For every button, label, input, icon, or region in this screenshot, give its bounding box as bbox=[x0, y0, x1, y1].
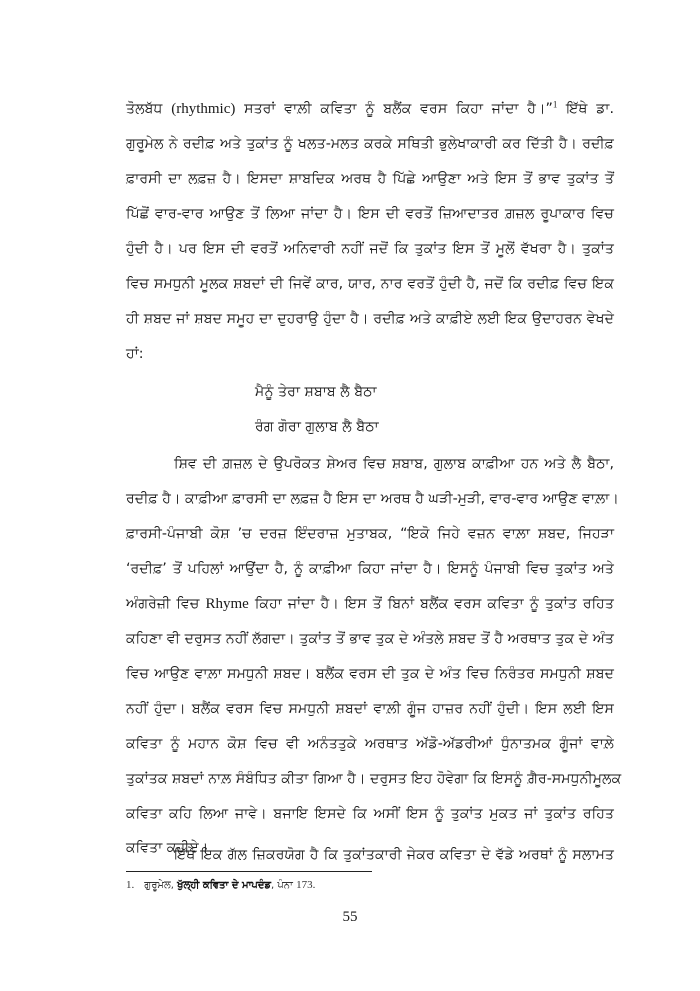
paragraph2-line-12: ਕਵਿਤਾ ਕਹੀਏ। bbox=[126, 840, 209, 856]
footnote-title: ਖੁੱਲ੍ਹੀ ਕਵਿਤਾ ਦੇ ਮਾਪਦੰਡ bbox=[177, 880, 271, 891]
text-segment: ਇੱਥੇ ਡਾ. bbox=[557, 101, 615, 117]
text-segment: ਅੰਗਰੇਜ਼ੀ ਵਿਚ bbox=[126, 596, 206, 612]
footnote-reference[interactable]: 1 bbox=[552, 99, 558, 110]
paragraph2-line-9: ਕਵਿਤਾ ਨੂੰ ਮਹਾਨ ਕੋਸ਼ ਵਿਚ ਵੀ ਅਨੰਤਤੁਕੇ ਅਰਥਾਤ ਅੱਡੋ-ਅੱਡਰੀਆਂ ਧੁੰਨਾਤਮਕ ਗੂੰਜਾਂ ਵਾਲ਼ੇ bbox=[126, 736, 614, 752]
paragraph2-line-3: ਫ਼ਾਰਸੀ-ਪੰਜਾਬੀ ਕੋਸ਼ ’ਚ ਦਰਜ਼ ਇੰਦਰਾਜ਼ ਮੁਤਾਬਕ, “ਇਕੋ ਜਿਹੇ ਵਜ਼ਨ ਵਾਲ਼ਾ ਸ਼ਬਦ, ਜਿਹੜਾ bbox=[126, 526, 614, 542]
body-line-8: ਹਾਂ: bbox=[126, 346, 144, 362]
paragraph2-line-5 bbox=[126, 594, 614, 614]
text-segment: ਤੋਲਬੱਧ bbox=[126, 101, 172, 117]
footnote-number: 1. bbox=[126, 879, 135, 891]
body-line-2: ਗੁਰੂਮੇਲ ਨੇ ਰਦੀਫ਼ ਅਤੇ ਤੁਕਾਂਤ ਨੂੰ ਖਲਤ-ਮਲਤ ਕਰਕੇ ਸਥਿਤੀ ਭੁਲੇਖਾਕਾਰੀ ਕਰ ਦਿੱਤੀ ਹੈ। ਰਦੀਫ਼ bbox=[126, 136, 614, 152]
body-line-7: ਹੀ ਸ਼ਬਦ ਜਾਂ ਸ਼ਬਦ ਸਮੂਹ ਦਾ ਦੁਹਰਾਉ ਹੁੰਦਾ ਹੈ। ਰਦੀਫ਼ ਅਤੇ ਕਾਫ਼ੀਏ ਲਈ ਇਕ ਉਦਾਹਰਨ ਵੇਖਦੇ bbox=[126, 311, 614, 327]
latin-term: (rhythmic) bbox=[171, 101, 236, 117]
paragraph2-line-7: ਵਿਚ ਆਉਣ ਵਾਲ਼ਾ ਸਮਧੁਨੀ ਸ਼ਬਦ। ਬਲੈਂਕ ਵਰਸ ਦੀ ਤੁਕ ਦੇ ਅੰਤ ਵਿਚ ਨਿਰੰਤਰ ਸਮਧੁਨੀ ਸ਼ਬਦ bbox=[126, 666, 614, 682]
verse-line-2: ਰੰਗ ਗੋਰਾ ਗੁਲਾਬ ਲੈ ਬੈਠਾ bbox=[255, 419, 379, 435]
paragraph2-line-6: ਕਹਿਣਾ ਵੀ ਦਰੁਸਤ ਨਹੀਂ ਲੱਗਦਾ। ਤੁਕਾਂਤ ਤੋਂ ਭਾਵ ਤੁਕ ਦੇ ਅੰਤਲੇ ਸ਼ਬਦ ਤੋਂ ਹੈ ਅਰਥਾਤ ਤੁਕ ਦੇ ਅੰਤ bbox=[126, 631, 614, 647]
body-line-3: ਫ਼ਾਰਸੀ ਦਾ ਲਫ਼ਜ਼ ਹੈ। ਇਸਦਾ ਸ਼ਾਬਦਿਕ ਅਰਥ ਹੈ ਪਿੱਛੇ ਆਉਣਾ ਅਤੇ ਇਸ ਤੋਂ ਭਾਵ ਤੁਕਾਂਤ ਤੋਂ bbox=[126, 171, 615, 187]
paragraph2-line-11: ਕਵਿਤਾ ਕਹਿ ਲਿਆ ਜਾਵੇ। ਬਜਾਇ ਇਸਦੇ ਕਿ ਅਸੀਂ ਇਸ ਨੂੰ ਤੁਕਾਂਤ ਮੁਕਤ ਜਾਂ ਤੁਕਾਂਤ ਰਹਿਤ bbox=[126, 806, 614, 822]
body-line-4: ਪਿੱਛੋਂ ਵਾਰ-ਵਾਰ ਆਉਣ ਤੋਂ ਲਿਆ ਜਾਂਦਾ ਹੈ। ਇਸ ਦੀ ਵਰਤੋਂ ਜ਼ਿਆਦਾਤਰ ਗ਼ਜ਼ਲ ਰੂਪਾਕਾਰ ਵਿਚ bbox=[126, 206, 614, 222]
paragraph2-line-8: ਨਹੀਂ ਹੁੰਦਾ। ਬਲੈਂਕ ਵਰਸ ਵਿਚ ਸਮਧੁਨੀ ਸ਼ਬਦਾਂ ਵਾਲ਼ੀ ਗੂੰਜ ਹਾਜ਼ਰ ਨਹੀਂ ਹੁੰਦੀ। ਇਸ ਲਈ ਇਸ bbox=[126, 701, 614, 717]
verse-line-1: ਮੈਨੂੰ ਤੇਰਾ ਸ਼ਬਾਬ ਲੈ ਬੈਠਾ bbox=[255, 384, 377, 400]
text-segment: ਕਿਹਾ ਜਾਂਦਾ ਹੈ। ਇਸ ਤੋਂ ਬਿਨਾਂ ਬਲੈਂਕ ਵਰਸ ਕਵਿਤਾ ਨੂੰ ਤੁਕਾਂਤ ਰਹਿਤ bbox=[248, 596, 614, 612]
latin-term: Rhyme bbox=[205, 596, 249, 612]
text-segment: ਸਤਰਾਂ ਵਾਲ਼ੀ ਕਵਿਤਾ ਨੂੰ ਬਲੈਂਕ ਵਰਸ ਕਿਹਾ ਜਾਂਦਾ ਹੈ।” bbox=[235, 101, 553, 117]
page-number: 55 bbox=[342, 909, 358, 925]
footnote-divider bbox=[126, 871, 372, 872]
paragraph3-line-1: ਇੱਥੇ ਇਕ ਗੱਲ ਜ਼ਿਕਰਯੋਗ ਹੈ ਕਿ ਤੁਕਾਂਤਕਾਰੀ ਜੇਕਰ ਕਵਿਤਾ ਦੇ ਵੱਡੇ ਅਰਥਾਂ ਨੂੰ ਸਲਾਮਤ bbox=[174, 847, 614, 863]
footnote-page: 173. bbox=[296, 879, 316, 891]
paragraph2-line-4: ‘ਰਦੀਫ਼’ ਤੋਂ ਪਹਿਲਾਂ ਆਉਂਦਾ ਹੈ, ਨੂੰ ਕਾਫ਼ੀਆ ਕਿਹਾ ਜਾਂਦਾ ਹੈ। ਇਸਨੂੰ ਪੰਜਾਬੀ ਵਿਚ ਤੁਕਾਂਤ ਅਤੇ bbox=[126, 561, 614, 577]
footnote bbox=[126, 878, 315, 893]
body-line-5: ਹੁੰਦੀ ਹੈ। ਪਰ ਇਸ ਦੀ ਵਰਤੋਂ ਅਨਿਵਾਰੀ ਨਹੀਂ ਜਦੋਂ ਕਿ ਤੁਕਾਂਤ ਇਸ ਤੋਂ ਮੂਲੋਂ ਵੱਖਰਾ ਹੈ। ਤੁਕਾਂਤ bbox=[126, 241, 614, 257]
body-line-1 bbox=[126, 99, 614, 119]
paragraph2-line-1: ਸ਼ਿਵ ਦੀ ਗ਼ਜ਼ਲ ਦੇ ਉਪਰੋਕਤ ਸ਼ੇਅਰ ਵਿਚ ਸ਼ਬਾਬ, ਗੁਲਾਬ ਕਾਫ਼ੀਆ ਹਨ ਅਤੇ ਲੈ ਬੈਠਾ, bbox=[174, 456, 614, 472]
footnote-author: ਗੁਰੂਮੇਲ, bbox=[144, 880, 178, 891]
footnote-page-label: , ਪੰਨਾ bbox=[271, 880, 297, 891]
paragraph2-line-10: ਤੁਕਾਂਤਕ ਸ਼ਬਦਾਂ ਨਾਲ਼ ਸੰਬੰਧਿਤ ਕੀਤਾ ਗਿਆ ਹੈ। ਦਰੁਸਤ ਇਹ ਹੋਵੇਗਾ ਕਿ ਇਸਨੂੰ ਗ਼ੈਰ-ਸਮਧੁਨੀਮੂਲਕ bbox=[126, 771, 622, 787]
body-line-6: ਵਿਚ ਸਮਧੁਨੀ ਮੂਲਕ ਸ਼ਬਦਾਂ ਦੀ ਜਿਵੇਂ ਕਾਰ, ਯਾਰ, ਨਾਰ ਵਰਤੋਂ ਹੁੰਦੀ ਹੈ, ਜਦੋਂ ਕਿ ਰਦੀਫ਼ ਵਿਚ ਇਕ bbox=[126, 276, 614, 292]
paragraph2-line-2: ਰਦੀਫ਼ ਹੈ। ਕਾਫ਼ੀਆ ਫ਼ਾਰਸੀ ਦਾ ਲਫ਼ਜ਼ ਹੈ ਇਸ ਦਾ ਅਰਥ ਹੈ ਘੜੀ-ਮੁੜੀ, ਵਾਰ-ਵਾਰ ਆਉਣ ਵਾਲ਼ਾ। bbox=[126, 491, 619, 507]
